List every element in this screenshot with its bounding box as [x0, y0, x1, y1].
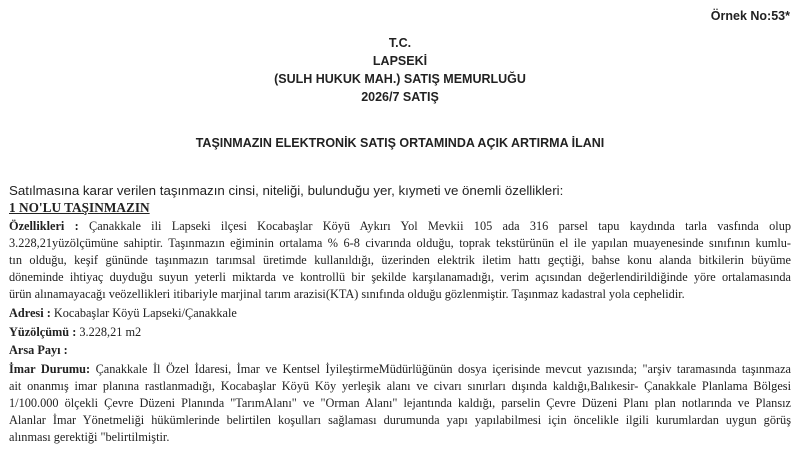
zoning-line: alınması gerektiği "belirtilmiştir. [9, 430, 170, 444]
zoning-line: 1/100.000 ölçekli Çevre Düzeni Planında "TarımAlanı" ve "Orman Alanı" lejantında kaldığı, parselin Çevre Düzeni Planı plan notlarında ve Plansız [9, 396, 791, 410]
features-text: Çanakkale ili Lapseki ilçesi Kocabaşlar Köyü Aykırı Yol Mevkii 105 ada 316 parsel tapu kaydında tarla vasfında olup [89, 219, 791, 233]
features-label: Özellikleri : [9, 219, 79, 233]
zoning-line: Alanlar İmar Yönetmeliği hükümlerinde belirtilen koşulları sağlaması durumunda yapı yapılabilmesi için öncelikle ilgili kurumlardan uygun görüş [9, 413, 791, 427]
address-value: Kocabaşlar Köyü Lapseki/Çanakkale [50, 306, 237, 320]
address-label: Adresi : [9, 306, 51, 320]
features-paragraph [9, 218, 791, 303]
zoning-text: Çanakkale İl Özel İdaresi, İmar ve Kentsel İyileştirmeMüdürlüğünün dosya içerisinde mevcut yazısında; "arşiv taramasında taşınmaza [90, 362, 791, 376]
features-line: ürün alınamayacağı veözellikleri itibariyle marjinal tarım arazisi(KTA) sınıfında olduğu gözlenmiştir. Taşınmaz kadastral yola cephelidir. [9, 287, 685, 301]
zoning-paragraph [9, 361, 791, 446]
header-office: (SULH HUKUK MAH.) SATIŞ MEMURLUĞU [274, 72, 526, 86]
header-city: LAPSEKİ [372, 54, 428, 68]
sample-number: Örnek No:53* [710, 9, 790, 23]
zoning-line [9, 361, 791, 378]
section-title: 1 NO'LU TAŞINMAZIN [9, 200, 150, 215]
zoning-line: ait onanmış imar planına rastlanmadığı, Kocabaşlar Köyü Köy yerleşik alanı ve civarı sınırları dışında kaldığı,Balıkesir- Çanakkale Planlama Bölgesi [9, 379, 791, 393]
header-country: T.C. [388, 36, 412, 50]
features-line: 3.228,21yüzölçümüne sahiptir. Taşınmazın eğiminin ortalama % 6-8 civarında olduğu, toprak tekstürünün el ile yapılan muayenesinde sınıfının kumlu- [9, 236, 791, 250]
document-header [0, 34, 800, 106]
features-line: döneminde ihtiyaç duyduğu suyun yeterli miktarda ve kontrollü bir şekilde karşılanamadığı, verim açısından değerlendirildiğinde yöre ortalamasında [9, 270, 791, 284]
features-line [9, 218, 791, 235]
area-label: Yüzölçümü : [9, 325, 77, 339]
header-case-number: 2026/7 SATIŞ [361, 90, 439, 104]
address-row [9, 306, 237, 321]
intro-text: Satılmasına karar verilen taşınmazın cinsi, niteliği, bulunduğu yer, kıymeti ve önemli özellikleri: [9, 183, 564, 198]
notice-title: TAŞINMAZIN ELEKTRONİK SATIŞ ORTAMINDA AÇIK ARTIRMA İLANI [195, 136, 605, 150]
share-row [9, 343, 68, 358]
features-line: tın olduğu, keşif gününde taşınmazın tarımsal üretimde kullanıldığı, üzerinden elektrik iletim hattı geçtiği, bahse konu alanda bitkilerin büyüme [9, 253, 791, 267]
area-value: 3.228,21 m2 [76, 325, 142, 339]
share-label: Arsa Payı : [9, 343, 68, 357]
area-row [9, 325, 141, 340]
zoning-label: İmar Durumu: [9, 362, 91, 376]
